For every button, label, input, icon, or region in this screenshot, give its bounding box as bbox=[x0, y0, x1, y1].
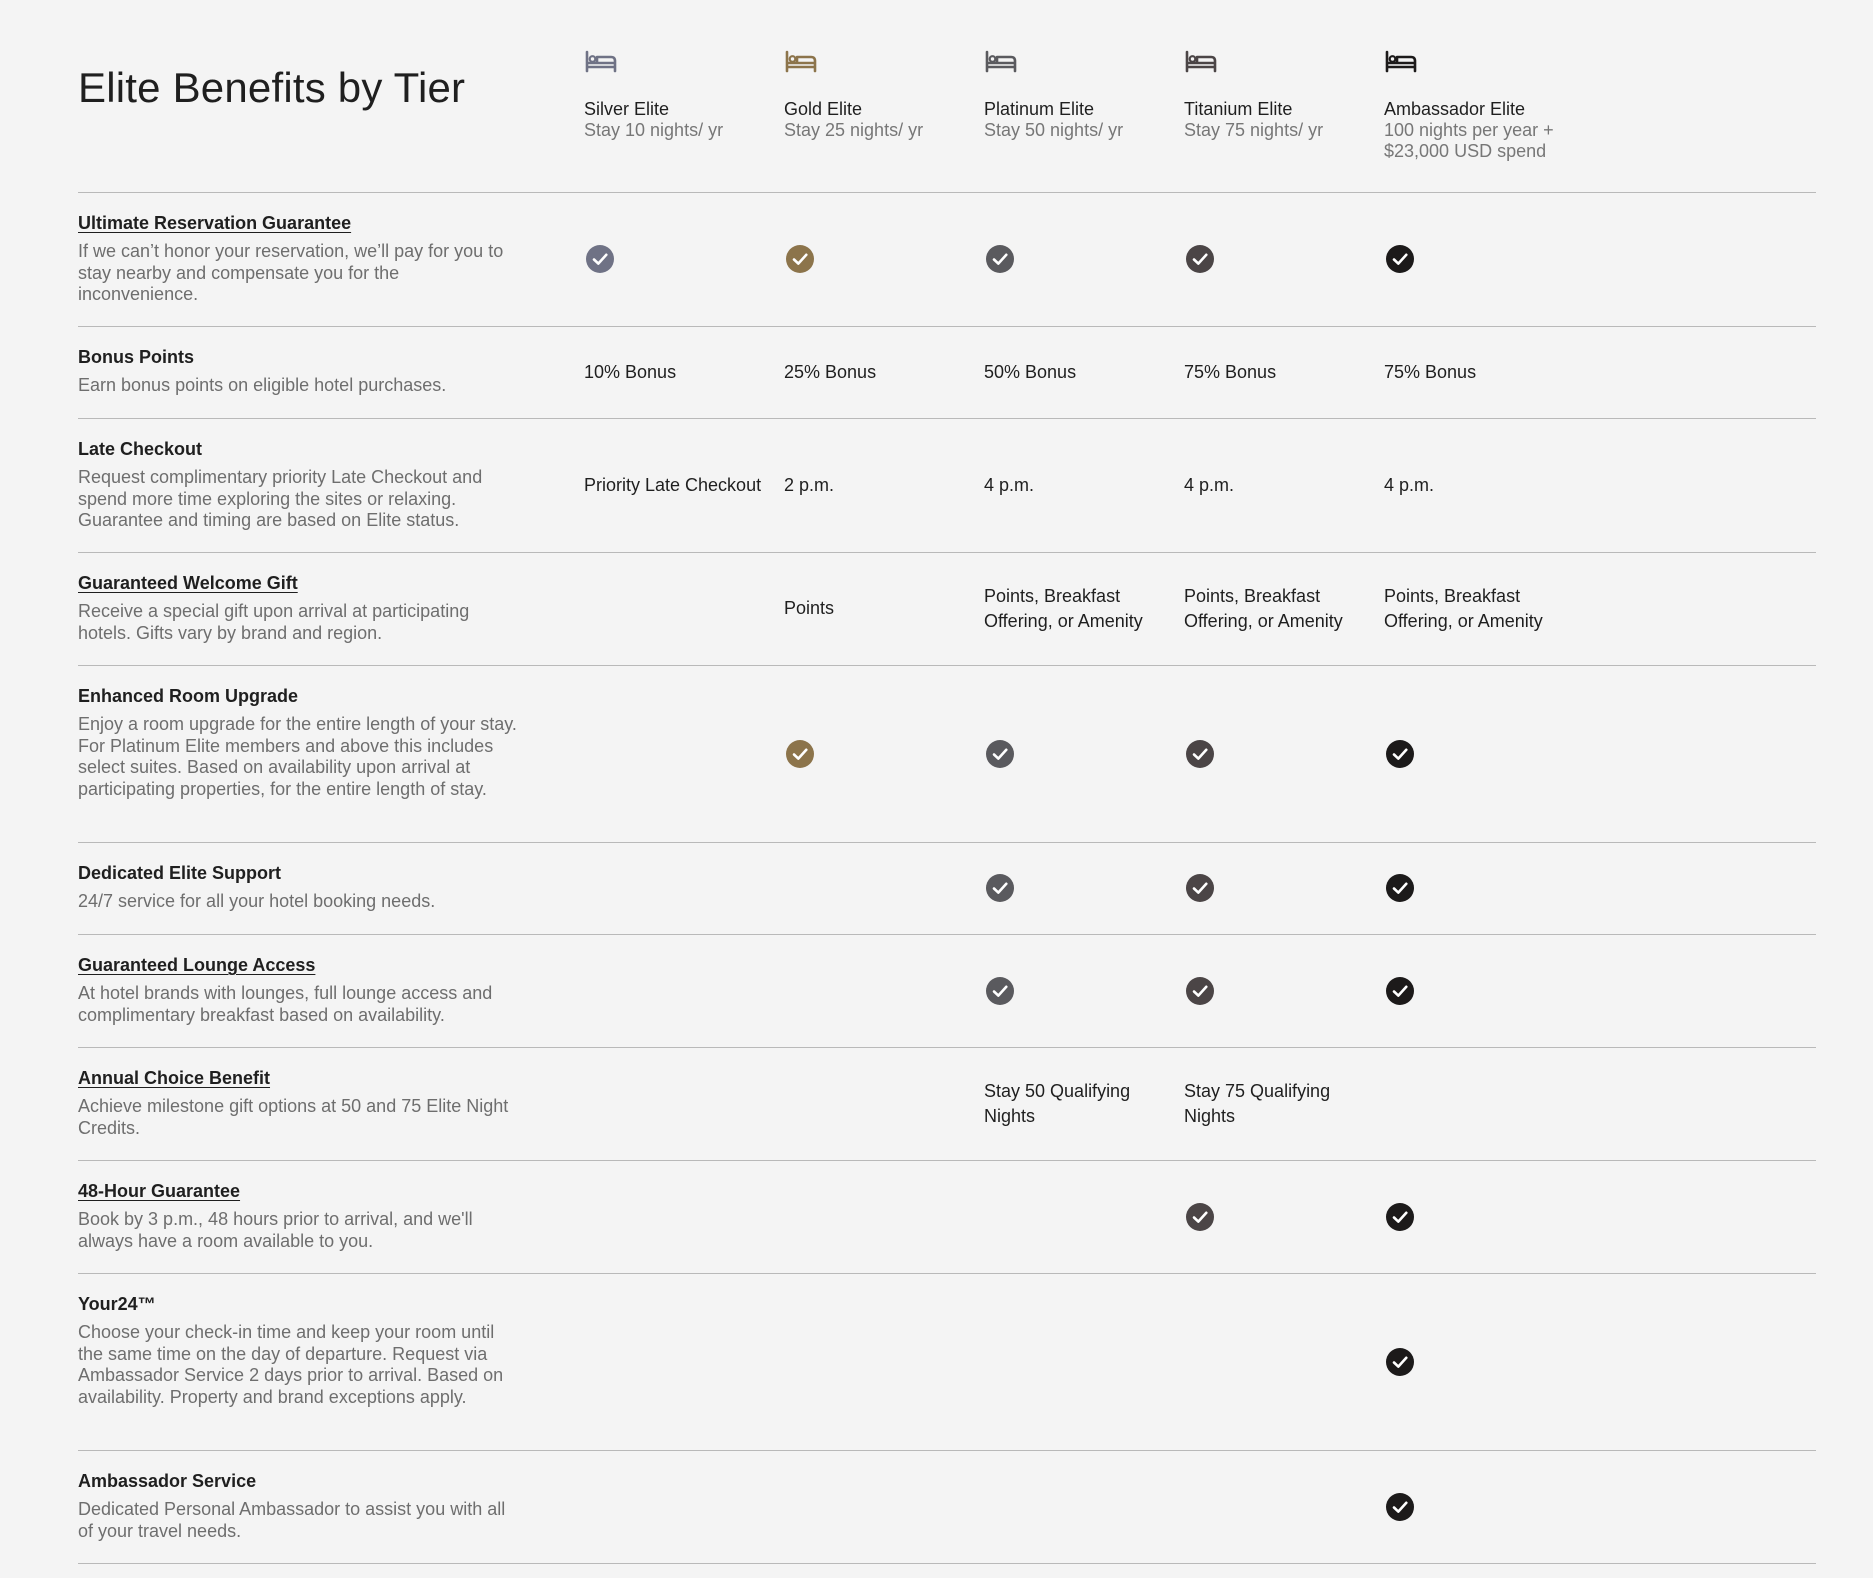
tier-name: Titanium Elite bbox=[1184, 99, 1293, 119]
check-icon bbox=[1386, 740, 1414, 768]
tier-requirement: Stay 10 nights/ yr bbox=[584, 120, 724, 140]
benefit-row bbox=[0, 842, 1873, 934]
benefit-description: Earn bonus points on eligible hotel purchases. bbox=[78, 375, 447, 395]
bed-icon bbox=[584, 48, 774, 76]
benefit-value: 75% Bonus bbox=[1184, 362, 1277, 382]
tier-name: Platinum Elite bbox=[984, 99, 1095, 119]
benefit-description: Book by 3 p.m., 48 hours prior to arrival, and we'll always have a room available to you. bbox=[78, 1209, 473, 1251]
tier-requirement: Stay 50 nights/ yr bbox=[984, 120, 1124, 140]
check-icon bbox=[986, 874, 1014, 902]
benefit-row bbox=[0, 552, 1873, 665]
check-icon bbox=[1186, 874, 1214, 902]
benefit-description: 24/7 service for all your hotel booking needs. bbox=[78, 891, 436, 911]
tier-name: Ambassador Elite bbox=[1384, 99, 1526, 119]
benefit-title-link[interactable]: Ultimate Reservation Guarantee bbox=[78, 213, 352, 233]
page-title: Elite Benefits by Tier bbox=[78, 64, 466, 111]
benefit-value: 2 p.m. bbox=[784, 475, 835, 495]
check-icon bbox=[586, 245, 614, 273]
benefit-title-link[interactable]: Annual Choice Benefit bbox=[78, 1068, 271, 1088]
benefit-info bbox=[78, 212, 523, 306]
check-icon bbox=[1386, 874, 1414, 902]
benefit-title-link[interactable]: Guaranteed Lounge Access bbox=[78, 955, 316, 975]
check-icon bbox=[986, 977, 1014, 1005]
benefit-description: Request complimentary priority Late Checkout and spend more time exploring the sites or relaxing. Guarantee and timing are based on Elite status. bbox=[78, 467, 483, 530]
tier-header-platinum-elite bbox=[984, 48, 1174, 141]
check-icon bbox=[1186, 1203, 1214, 1231]
bed-icon bbox=[1384, 48, 1574, 76]
benefit-row bbox=[0, 1047, 1873, 1160]
benefit-row bbox=[0, 1450, 1873, 1563]
benefit-row bbox=[0, 1160, 1873, 1273]
tier-header-titanium-elite bbox=[1184, 48, 1374, 141]
benefit-value: 4 p.m. bbox=[1184, 475, 1235, 495]
check-icon bbox=[786, 245, 814, 273]
benefit-title: Bonus Points bbox=[78, 347, 194, 367]
bed-icon bbox=[984, 48, 1174, 76]
benefit-info bbox=[78, 438, 523, 532]
check-icon bbox=[1386, 245, 1414, 273]
check-icon bbox=[1386, 1203, 1414, 1231]
tier-header-gold-elite bbox=[784, 48, 974, 141]
benefit-row bbox=[0, 192, 1873, 326]
benefit-info bbox=[78, 954, 523, 1026]
benefit-value: 10% Bonus bbox=[584, 362, 677, 382]
benefit-info bbox=[78, 1067, 523, 1139]
benefit-info bbox=[78, 685, 523, 800]
benefit-description: If we can’t honor your reservation, we’ll pay for you to stay nearby and compensate you for the inconvenience. bbox=[78, 241, 504, 304]
benefit-value: Points, Breakfast Offering, or Amenity bbox=[984, 586, 1143, 631]
benefit-info bbox=[78, 572, 523, 644]
benefit-row bbox=[0, 934, 1873, 1047]
benefit-title-link[interactable]: 48-Hour Guarantee bbox=[78, 1181, 241, 1201]
benefit-info bbox=[78, 346, 523, 397]
benefit-value: 50% Bonus bbox=[984, 362, 1077, 382]
benefit-title-link[interactable]: Guaranteed Welcome Gift bbox=[78, 573, 298, 593]
benefit-description: Achieve milestone gift options at 50 and 75 Elite Night Credits. bbox=[78, 1096, 509, 1138]
benefit-value: 4 p.m. bbox=[1384, 475, 1435, 495]
benefit-description: Receive a special gift upon arrival at participating hotels. Gifts vary by brand and region. bbox=[78, 601, 470, 643]
benefit-title: Late Checkout bbox=[78, 439, 203, 459]
tier-name: Silver Elite bbox=[584, 99, 670, 119]
check-icon bbox=[1186, 977, 1214, 1005]
benefit-row bbox=[0, 665, 1873, 842]
check-icon bbox=[986, 740, 1014, 768]
benefit-description: Choose your check-in time and keep your room until the same time on the day of departure. Request via Ambassador Service 2 days prior to arrival. Based on availability. Property and brand exceptions apply. bbox=[78, 1322, 504, 1407]
benefit-row bbox=[0, 418, 1873, 552]
check-icon bbox=[1386, 977, 1414, 1005]
check-icon bbox=[1186, 245, 1214, 273]
benefit-title: Ambassador Service bbox=[78, 1471, 257, 1491]
benefit-info bbox=[78, 862, 523, 913]
benefit-value: 4 p.m. bbox=[984, 475, 1035, 495]
tier-header-ambassador-elite bbox=[1384, 48, 1574, 162]
check-icon bbox=[786, 740, 814, 768]
check-icon bbox=[1186, 740, 1214, 768]
benefit-value: Stay 75 Qualifying Nights bbox=[1184, 1081, 1331, 1126]
bed-icon bbox=[784, 48, 974, 76]
tier-header-silver-elite bbox=[584, 48, 774, 141]
benefit-description: Enjoy a room upgrade for the entire length of your stay. For Platinum Elite members and above this includes select suites. Based on availability upon arrival at participating properties, for the entire length of stay. bbox=[78, 714, 517, 799]
benefit-row bbox=[0, 326, 1873, 418]
tier-requirement: 100 nights per year + $23,000 USD spend bbox=[1384, 120, 1554, 161]
check-icon bbox=[986, 245, 1014, 273]
tier-requirement: Stay 75 nights/ yr bbox=[1184, 120, 1324, 140]
benefit-description: Dedicated Personal Ambassador to assist you with all of your travel needs. bbox=[78, 1499, 506, 1541]
benefit-value: Points, Breakfast Offering, or Amenity bbox=[1184, 586, 1343, 631]
benefit-value: Priority Late Checkout bbox=[584, 475, 762, 495]
benefit-description: At hotel brands with lounges, full lounge access and complimentary breakfast based on availability. bbox=[78, 983, 493, 1025]
benefit-row bbox=[0, 1273, 1873, 1450]
benefit-value: 75% Bonus bbox=[1384, 362, 1477, 382]
benefit-info bbox=[78, 1293, 523, 1408]
benefit-title: Your24™ bbox=[78, 1294, 156, 1314]
check-icon bbox=[1386, 1493, 1414, 1521]
benefit-info bbox=[78, 1470, 523, 1542]
divider bbox=[78, 1563, 1816, 1564]
check-icon bbox=[1386, 1348, 1414, 1376]
benefit-value: Points bbox=[784, 598, 835, 618]
benefit-value: Points, Breakfast Offering, or Amenity bbox=[1384, 586, 1543, 631]
benefit-value: Stay 50 Qualifying Nights bbox=[984, 1081, 1131, 1126]
benefit-value: 25% Bonus bbox=[784, 362, 877, 382]
tier-requirement: Stay 25 nights/ yr bbox=[784, 120, 924, 140]
benefit-title: Enhanced Room Upgrade bbox=[78, 686, 299, 706]
bed-icon bbox=[1184, 48, 1374, 76]
benefit-info bbox=[78, 1180, 523, 1252]
benefit-title: Dedicated Elite Support bbox=[78, 863, 282, 883]
tier-name: Gold Elite bbox=[784, 99, 863, 119]
